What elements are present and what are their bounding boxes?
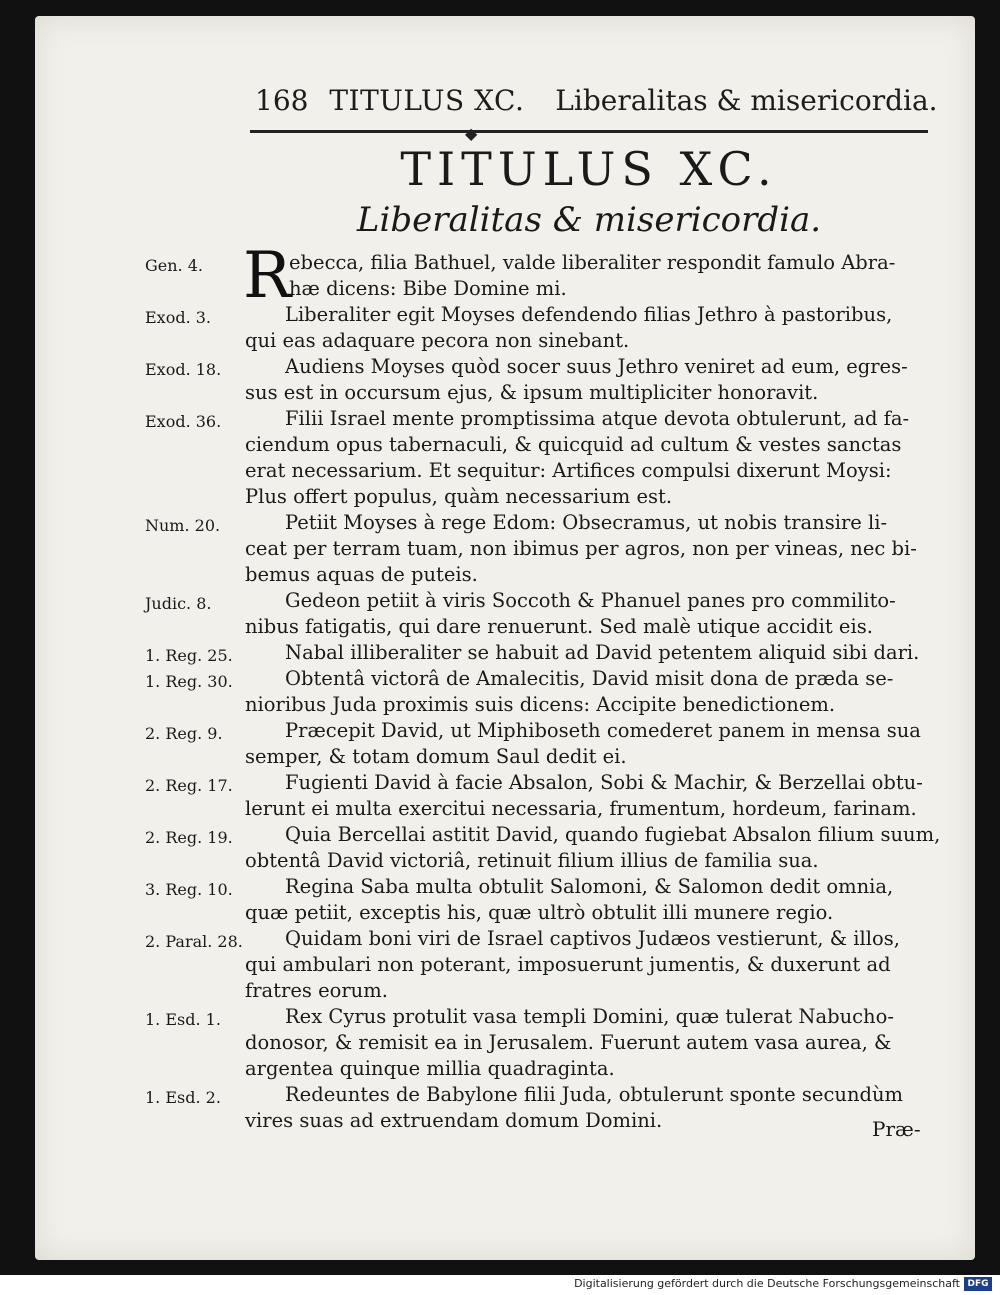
entry-text: [245, 640, 925, 666]
entry: [145, 1004, 935, 1082]
text-line: argentea quinque millia quadraginta.: [245, 1057, 615, 1080]
running-head: [255, 84, 938, 117]
text-line: Regina Saba multa obtulit Salomoni, & Salomon dedit omnia,: [285, 875, 894, 898]
entry-text: [245, 406, 925, 510]
text-line: bemus aquas de puteis.: [245, 563, 478, 586]
text-line: Rex Cyrus protulit vasa templi Domini, quæ tulerat Nabucho-: [285, 1005, 894, 1028]
entry: [145, 640, 935, 666]
margin-reference: Gen. 4.: [145, 256, 203, 275]
entry: [145, 666, 935, 718]
entry-text: [245, 770, 925, 822]
text-line: Quidam boni viri de Israel captivos Judæos vestierunt, & illos,: [285, 927, 900, 950]
text-line: nibus fatigatis, qui dare renuerunt. Sed malè utique accidit eis.: [245, 615, 873, 638]
text-line: ciendum opus tabernaculi, & quicquid ad cultum & vestes sanctas: [245, 433, 902, 456]
header-rule: [250, 130, 928, 133]
text-line: Nabal illiberaliter se habuit ad David petentem aliquid sibi dari.: [285, 641, 920, 664]
entry: [145, 926, 935, 1004]
entry-text: [245, 1004, 925, 1082]
entry-text: [243, 239, 925, 313]
dfg-logo-icon: DFG: [964, 1277, 992, 1291]
entry: [145, 354, 935, 406]
footer-bar: [0, 1275, 1000, 1295]
entry-first: [145, 239, 935, 313]
entry: [145, 406, 935, 510]
text-line: Audiens Moyses quòd socer suus Jethro veniret ad eum, egres-: [285, 355, 908, 378]
text-line: qui eas adaquare pecora non sinebant.: [245, 329, 630, 352]
entry-text: [245, 510, 925, 588]
text-line: Filii Israel mente promptissima atque devota obtulerunt, ad fa-: [285, 407, 910, 430]
running-head-subject: Liberalitas & misericordia.: [555, 84, 938, 117]
text-line: qui ambulari non poterant, imposuerunt jumentis, & duxerunt ad: [245, 953, 891, 976]
entry: [145, 588, 935, 640]
margin-reference: Exod. 18.: [145, 360, 222, 379]
text-line: obtentâ David victoriâ, retinuit filium illius de familia sua.: [245, 849, 819, 872]
text-line: erat necessarium. Et sequitur: Artifices compulsi dixerunt Moysi:: [245, 459, 892, 482]
text-line: nioribus Juda proximis suis dicens: Accipite benedictionem.: [245, 693, 836, 716]
entry: [145, 510, 935, 588]
entry: [145, 1082, 935, 1134]
margin-reference: 1. Reg. 25.: [145, 646, 233, 665]
text-line: semper, & totam domum Saul dedit ei.: [245, 745, 627, 768]
margin-reference: 2. Reg. 19.: [145, 828, 233, 847]
margin-reference: Judic. 8.: [145, 594, 212, 613]
page-number: 168: [255, 84, 309, 117]
margin-reference: 2. Reg. 9.: [145, 724, 223, 743]
entry: [145, 874, 935, 926]
drop-capital: R: [243, 239, 292, 313]
entry-text: [245, 354, 925, 406]
text-line: hæ dicens: Bibe Domine mi.: [289, 277, 567, 300]
entry-text: [245, 666, 925, 718]
margin-reference: 1. Esd. 2.: [145, 1088, 221, 1107]
margin-reference: 3. Reg. 10.: [145, 880, 233, 899]
margin-reference: Exod. 3.: [145, 308, 212, 327]
text-line: Quia Bercellai astitit David, quando fugiebat Absalon filium suum,: [285, 823, 941, 846]
text-line: Plus offert populus, quàm necessarium est.: [245, 485, 673, 508]
text-line: ebecca, filia Bathuel, valde liberaliter respondit famulo Abra-: [289, 251, 896, 274]
rule-ornament-icon: ◆: [465, 124, 478, 143]
margin-reference: 1. Reg. 30.: [145, 672, 233, 691]
entry-text: [245, 718, 925, 770]
text-line: Liberaliter egit Moyses defendendo filias Jethro à pastoribus,: [285, 303, 893, 326]
running-head-title: TITULUS XC.: [329, 84, 525, 117]
text-line: quæ petiit, exceptis his, quæ ultrò obtulit illi munere regio.: [245, 901, 834, 924]
text-line: donosor, & remisit ea in Jerusalem. Fuerunt autem vasa aurea, &: [245, 1031, 892, 1054]
text-line: Redeuntes de Babylone filii Juda, obtulerunt sponte secundùm: [285, 1083, 904, 1106]
entry: [145, 770, 935, 822]
margin-reference: Exod. 36.: [145, 412, 222, 431]
text-line: Præcepit David, ut Miphiboseth comederet panem in mensa sua: [285, 719, 921, 742]
margin-reference: Num. 20.: [145, 516, 221, 535]
entry-text: [245, 588, 925, 640]
entry: [145, 822, 941, 874]
margin-reference: 2. Paral. 28.: [145, 932, 243, 951]
margin-reference: 1. Esd. 1.: [145, 1010, 221, 1029]
text-line: lerunt ei multa exercitui necessaria, frumentum, hordeum, farinam.: [245, 797, 917, 820]
catchword: Præ-: [872, 1117, 921, 1141]
text-line: vires suas ad extruendam domum Domini.: [245, 1109, 663, 1132]
text-line: Fugienti David à facie Absalon, Sobi & Machir, & Berzellai obtu-: [285, 771, 923, 794]
text-line: fratres eorum.: [245, 979, 388, 1002]
entry-text: [245, 822, 941, 874]
entries-list: [145, 239, 941, 1134]
entry-text: [245, 1082, 925, 1134]
entry-text: [245, 874, 925, 926]
entry-text: [245, 302, 925, 354]
text-line: Gedeon petiit à viris Soccoth & Phanuel panes pro commilito-: [285, 589, 896, 612]
margin-reference: 2. Reg. 17.: [145, 776, 233, 795]
text-line: sus est in occursum ejus, & ipsum multipliciter honoravit.: [245, 381, 819, 404]
text-line: Obtentâ victorâ de Amalecitis, David misit dona de præda se-: [285, 667, 894, 690]
entry-text: [245, 926, 925, 1004]
chapter-subtitle: Liberalitas & misericordia.: [356, 200, 822, 240]
chapter-title: TITULUS XC.: [400, 142, 778, 196]
funding-credit: Digitalisierung gefördert durch die Deutsche Forschungsgemeinschaft: [574, 1277, 960, 1290]
text-line: Petiit Moyses à rege Edom: Obsecramus, ut nobis transire li-: [285, 511, 888, 534]
text-line: ceat per terram tuam, non ibimus per agros, non per vineas, nec bi-: [245, 537, 917, 560]
entry: [145, 718, 935, 770]
